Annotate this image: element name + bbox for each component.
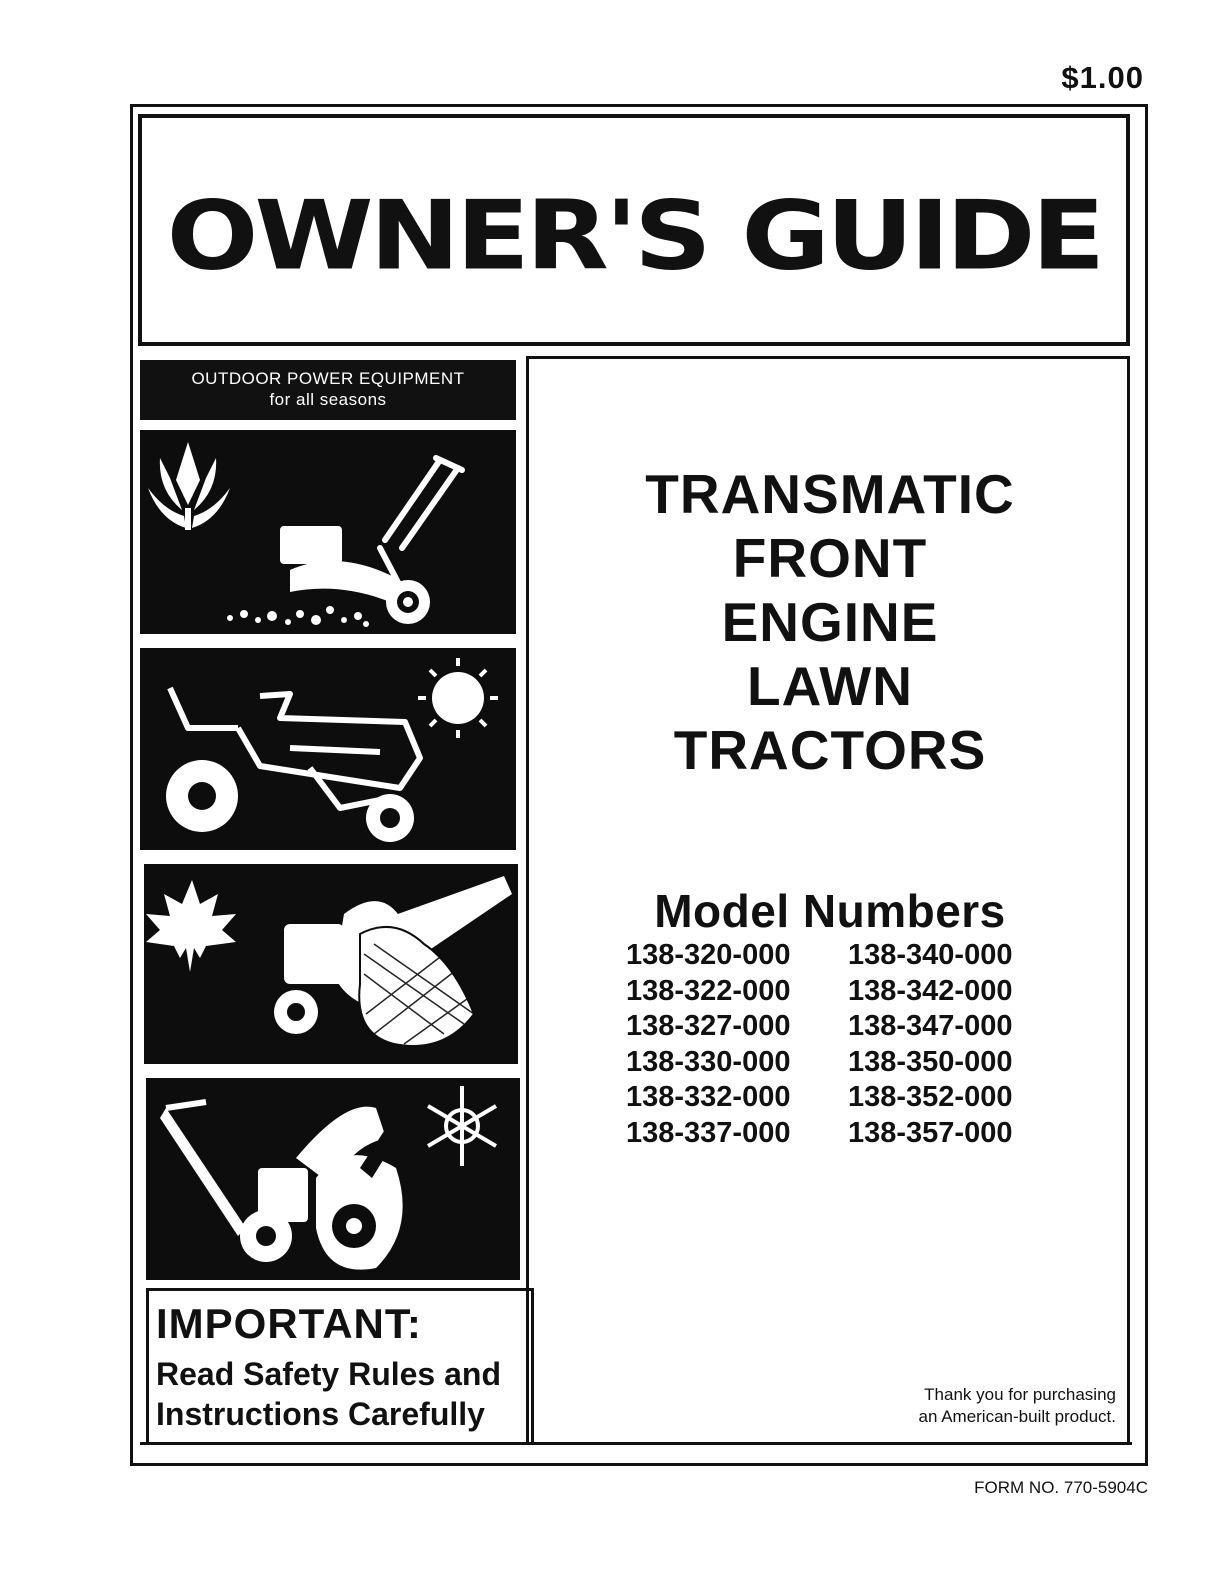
leaf-chipper-icon bbox=[144, 864, 518, 1064]
product-title-line: FRONT bbox=[732, 527, 928, 589]
model-number: 138-340-000 bbox=[848, 939, 1013, 971]
model-number: 138-350-000 bbox=[848, 1045, 1013, 1078]
sun-icon bbox=[418, 658, 498, 738]
tulip-icon bbox=[148, 442, 230, 530]
snowflake-snowthrower-icon bbox=[146, 1078, 520, 1280]
form-number: FORM NO. 770-5904C bbox=[974, 1478, 1148, 1497]
tagline-line-1: OUTDOOR POWER EQUIPMENT bbox=[191, 369, 465, 388]
model-number: 138-322-000 bbox=[626, 974, 791, 1007]
tulip-tiller-icon bbox=[140, 430, 516, 634]
model-number: 138-332-000 bbox=[626, 1081, 791, 1113]
title-box bbox=[138, 114, 1130, 346]
chipper-icon bbox=[274, 876, 512, 1046]
maple-leaf-icon bbox=[146, 880, 236, 972]
thank-you-note bbox=[862, 1384, 1116, 1428]
product-title bbox=[560, 462, 1100, 782]
important-label: IMPORTANT: bbox=[156, 1300, 422, 1347]
model-numbers-list bbox=[626, 938, 1048, 1151]
model-number: 138-337-000 bbox=[626, 1116, 791, 1149]
model-numbers-heading: Model Numbers bbox=[654, 885, 1006, 937]
product-title-line: TRACTORS bbox=[673, 719, 987, 781]
tractor-panel bbox=[140, 648, 516, 850]
model-number: 138-327-000 bbox=[626, 1010, 791, 1042]
snowthrower-panel bbox=[146, 1078, 520, 1280]
snowthrower-icon bbox=[160, 1102, 403, 1270]
safety-line-2: Instructions Carefully bbox=[156, 1396, 485, 1432]
tagline-line-2: for all seasons bbox=[269, 390, 387, 409]
safety-instructions bbox=[156, 1354, 501, 1434]
snowflake-icon bbox=[428, 1086, 496, 1166]
product-title-line: ENGINE bbox=[721, 591, 939, 653]
model-number: 138-320-000 bbox=[626, 939, 791, 971]
bottom-rule bbox=[140, 1442, 1132, 1445]
chipper-panel bbox=[144, 864, 518, 1064]
thank-you-line-2: an American-built product. bbox=[918, 1407, 1116, 1426]
product-title-line: LAWN bbox=[747, 655, 913, 717]
tiller-panel bbox=[140, 430, 516, 634]
thank-you-line-1: Thank you for purchasing bbox=[924, 1385, 1116, 1404]
model-number: 138-330-000 bbox=[626, 1045, 791, 1078]
tiller-icon bbox=[380, 458, 462, 590]
price-label: $1.00 bbox=[1061, 60, 1144, 95]
cover-title: OWNER'S GUIDE bbox=[166, 181, 1102, 291]
product-title-line: TRANSMATIC bbox=[645, 463, 1015, 525]
model-number: 138-357-000 bbox=[848, 1116, 1013, 1149]
tagline-box bbox=[140, 360, 516, 420]
model-number: 138-347-000 bbox=[848, 1010, 1013, 1042]
model-number: 138-352-000 bbox=[848, 1081, 1013, 1113]
sun-tractor-icon bbox=[140, 648, 516, 850]
model-number: 138-342-000 bbox=[848, 974, 1013, 1007]
safety-line-1: Read Safety Rules and bbox=[156, 1356, 501, 1392]
